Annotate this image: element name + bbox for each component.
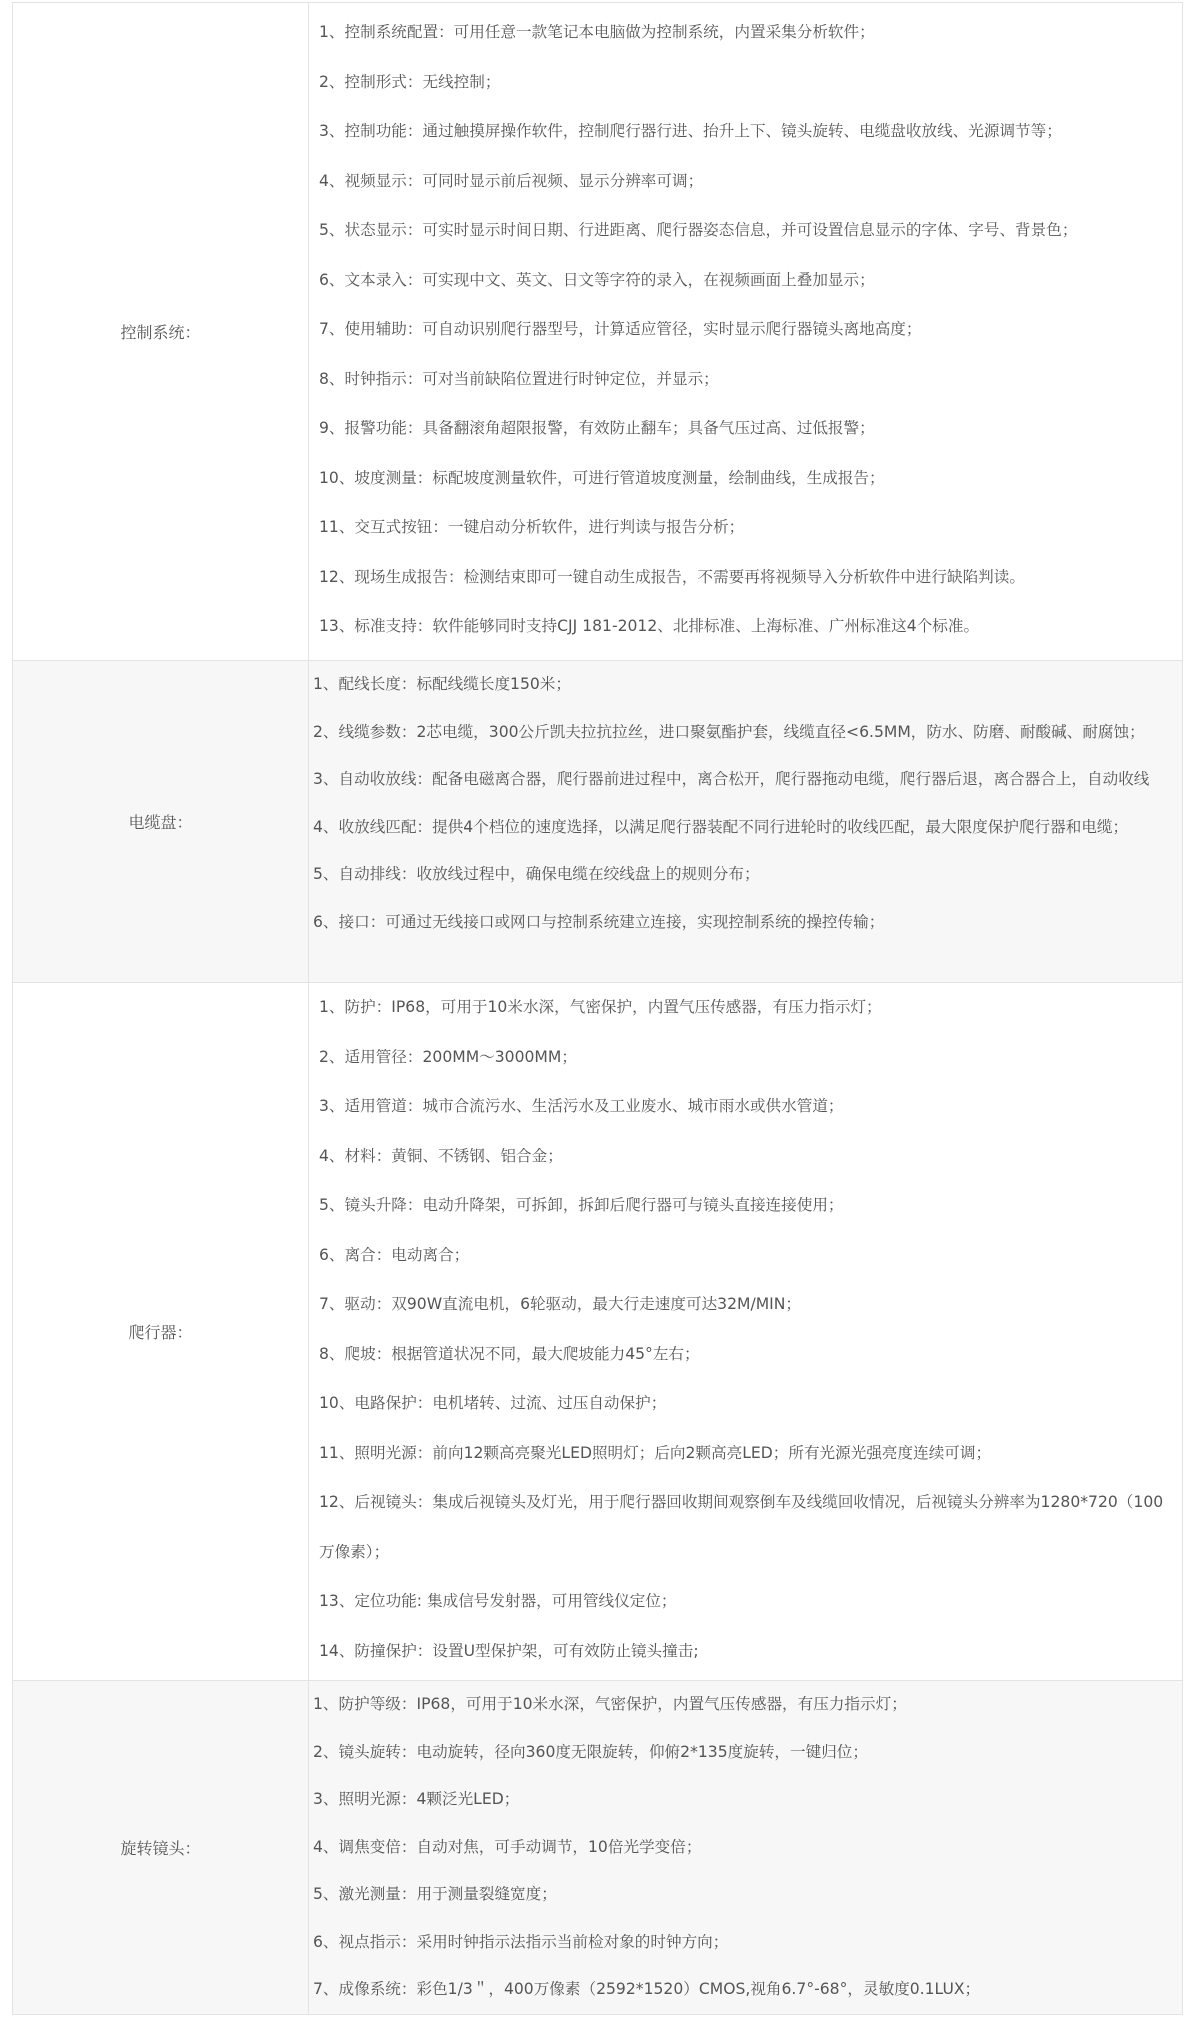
spec-item: 2、控制形式：无线控制； <box>319 72 501 91</box>
spec-item: 5、激光测量：用于测量裂缝宽度； <box>313 1885 557 1903</box>
spec-item: 6、文本录入：可实现中文、英文、日文等字符的录入，在视频画面上叠加显示； <box>319 270 875 289</box>
spec-item: 8、爬坡：根据管道状况不同，最大爬坡能力45°左右； <box>319 1344 700 1363</box>
spec-item: 6、接口：可通过无线接口或网口与控制系统建立连接，实现控制系统的操控传输； <box>313 912 885 931</box>
spec-item: 14、防撞保护：设置U型保护架，可有效防止镜头撞击; <box>319 1641 699 1660</box>
spec-item: 2、线缆参数：2芯电缆，300公斤凯夫拉抗拉丝，进口聚氨酯护套，线缆直径<6.5MM，防水、防磨、耐酸碱、耐腐蚀； <box>313 722 1145 741</box>
spec-item: 7、使用辅助：可自动识别爬行器型号，计算适应管径，实时显示爬行器镜头离地高度； <box>319 320 922 338</box>
spec-item: 10、电路保护：电机堵转、过流、过压自动保护； <box>319 1394 667 1412</box>
spec-item: 11、交互式按钮：一键启动分析软件，进行判读与报告分析； <box>319 518 745 536</box>
spec-item: 12、现场生成报告：检测结束即可一键自动生成报告，不需要再将视频导入分析软件中进行缺陷判读。 <box>319 567 1025 586</box>
spec-item: 3、适用管道：城市合流污水、生活污水及工业废水、城市雨水或供水管道； <box>319 1097 844 1115</box>
spec-item: 7、成像系统：彩色1/3＂，400万像素（2592*1520）CMOS,视角6.7°-68°，灵敏度0.1LUX； <box>313 1980 981 1998</box>
spec-row-control-system <box>13 3 1183 661</box>
spec-items <box>309 1681 1183 2015</box>
spec-label: 电缆盘： <box>13 661 309 983</box>
spec-item: 5、自动排线：收放线过程中，确保电缆在绞线盘上的规则分布； <box>313 865 760 883</box>
spec-item: 9、报警功能：具备翻滚角超限报警，有效防止翻车；具备气压过高、过低报警； <box>319 419 875 437</box>
spec-table <box>12 2 1183 2015</box>
spec-item: 1、控制系统配置：可用任意一款笔记本电脑做为控制系统，内置采集分析软件； <box>319 23 875 41</box>
spec-item: 1、防护等级：IP68，可用于10米水深，气密保护，内置气压传感器，有压力指示灯； <box>313 1695 907 1713</box>
spec-item: 1、防护：IP68，可用于10米水深，气密保护，内置气压传感器，有压力指示灯； <box>319 998 882 1016</box>
spec-item: 2、镜头旋转：电动旋转，径向360度无限旋转，仰俯2*135度旋转，一键归位； <box>313 1742 868 1761</box>
spec-item: 10、坡度测量：标配坡度测量软件，可进行管道坡度测量，绘制曲线，生成报告； <box>319 468 885 487</box>
spec-label: 旋转镜头： <box>13 1681 309 2015</box>
spec-item: 4、收放线匹配：提供4个档位的速度选择，以满足爬行器装配不同行进轮时的收线匹配，最大限度保护爬行器和电缆； <box>313 817 1129 836</box>
spec-item: 2、适用管径：200MM～3000MM； <box>319 1047 577 1066</box>
spec-item: 3、控制功能：通过触摸屏操作软件，控制爬行器行进、抬升上下、镜头旋转、电缆盘收放线、光源调节等； <box>319 122 1062 140</box>
spec-item: 11、照明光源：前向12颗高亮聚光LED照明灯；后向2颗高亮LED；所有光源光强亮度连续可调； <box>319 1443 992 1462</box>
spec-item: 13、标准支持：软件能够同时支持CJJ 181-2012、北排标准、上海标准、广州标准这4个标准。 <box>319 617 980 635</box>
spec-row-crawler <box>13 983 1183 1681</box>
spec-item: 5、状态显示：可实时显示时间日期、行进距离、爬行器姿态信息，并可设置信息显示的字体、字号、背景色； <box>319 221 1078 239</box>
spec-item: 6、视点指示：采用时钟指示法指示当前检对象的时钟方向； <box>313 1932 729 1951</box>
spec-item: 8、时钟指示：可对当前缺陷位置进行时钟定位，并显示； <box>319 369 719 388</box>
spec-row-rotating-camera <box>13 1681 1183 2015</box>
spec-item: 4、视频显示：可同时显示前后视频、显示分辨率可调； <box>319 171 704 190</box>
spec-item: 3、照明光源：4颗泛光LED； <box>313 1790 520 1808</box>
spec-item: 4、调焦变倍：自动对焦，可手动调节，10倍光学变倍； <box>313 1837 702 1856</box>
spec-label: 爬行器： <box>13 983 309 1681</box>
spec-items <box>309 983 1183 1681</box>
spec-item: 13、定位功能: 集成信号发射器，可用管线仪定位； <box>319 1592 677 1610</box>
spec-items <box>309 3 1183 661</box>
spec-item: 12、后视镜头：集成后视镜头及灯光，用于爬行器回收期间观察倒车及线缆回收情况，后视镜头分辨率为1280*720（100万像素）； <box>319 1493 1164 1561</box>
spec-items <box>309 661 1183 983</box>
spec-item: 1、配线长度：标配线缆长度150米； <box>313 675 571 693</box>
spec-label: 控制系统： <box>13 3 309 661</box>
spec-item: 3、自动收放线：配备电磁离合器，爬行器前进过程中，离合松开，爬行器拖动电缆，爬行器后退，离合器合上，自动收线 <box>313 770 1150 788</box>
spec-item: 7、驱动：双90W直流电机，6轮驱动，最大行走速度可达32M/MIN； <box>319 1295 802 1313</box>
spec-item: 4、材料：黄铜、不锈钢、铝合金； <box>319 1146 563 1165</box>
spec-row-cable-reel <box>13 661 1183 983</box>
spec-item: 5、镜头升降：电动升降架，可拆卸，拆卸后爬行器可与镜头直接连接使用； <box>319 1196 844 1214</box>
spec-item: 6、离合：电动离合； <box>319 1245 470 1264</box>
